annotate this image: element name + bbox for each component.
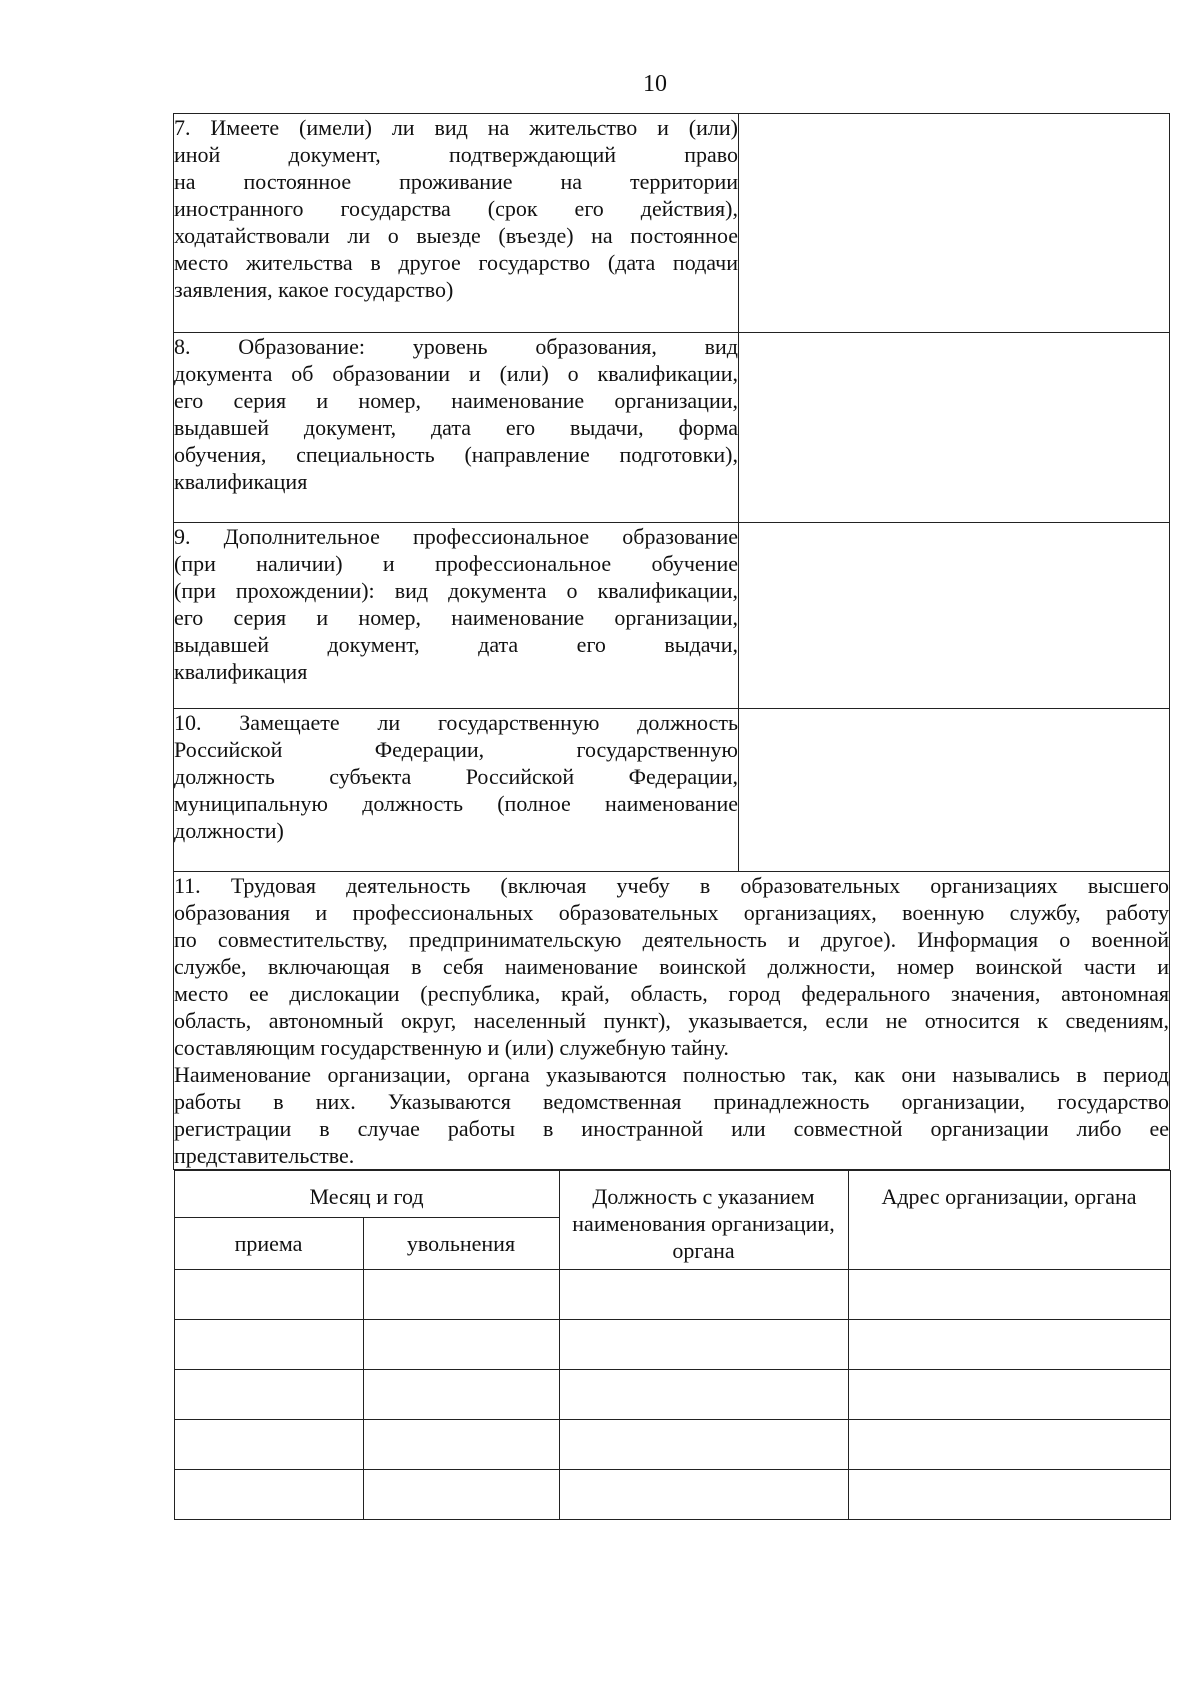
employment-table-row xyxy=(174,1170,1170,1521)
table-row xyxy=(174,1470,1170,1520)
cell-dismissal[interactable] xyxy=(363,1470,559,1520)
cell-dismissal[interactable] xyxy=(363,1420,559,1470)
cell-hire[interactable] xyxy=(174,1370,363,1420)
question-9-answer[interactable] xyxy=(739,523,1170,709)
question-row-10 xyxy=(174,709,1170,872)
cell-hire[interactable] xyxy=(174,1270,363,1320)
header-dismissal: увольнения xyxy=(363,1218,559,1270)
table-row xyxy=(174,1270,1170,1320)
cell-hire[interactable] xyxy=(174,1420,363,1470)
cell-position[interactable] xyxy=(559,1320,848,1370)
cell-dismissal[interactable] xyxy=(363,1320,559,1370)
question-9-text: 9. Дополнительное профессиональное образование (при наличии) и профессиональное обучение (при прохождении): вид документа о квалификации, его серия и номер, наименование организации, выдавшей документ, дата его выдачи, квалификация xyxy=(174,523,739,709)
cell-position[interactable] xyxy=(559,1420,848,1470)
employment-table xyxy=(174,1170,1171,1520)
cell-dismissal[interactable] xyxy=(363,1370,559,1420)
employment-table-header xyxy=(174,1171,1170,1218)
page-number: 10 xyxy=(643,71,667,97)
cell-address[interactable] xyxy=(848,1370,1170,1420)
cell-hire[interactable] xyxy=(174,1320,363,1370)
question-10-answer[interactable] xyxy=(739,709,1170,872)
cell-address[interactable] xyxy=(848,1420,1170,1470)
cell-position[interactable] xyxy=(559,1370,848,1420)
cell-position[interactable] xyxy=(559,1270,848,1320)
question-row-9 xyxy=(174,523,1170,709)
cell-position[interactable] xyxy=(559,1470,848,1520)
section-11-text: 11. Трудовая деятельность (включая учебу в образовательных организациях высшего образования и профессиональных образовательных организациях, военную службу, работу по совместительству, предпринимательскую деятельность и другое). Информация о военной службе, включающая в себя наименование воинской должности, номер воинской части и место ее дислокации (республика, край, область, город федерального значения, автономная область, автономный округ, населенный пункт), указывается, если не относится к сведениям, составляющим государственную и (или) служебную тайну. Наименование организации, органа указываются полностью так, как они назывались в период работы в них. Указываются ведомственная принадлежность организации, государство регистрации в случае работы в иностранной или совместной организации либо ее представительстве. xyxy=(174,873,1169,1168)
table-row xyxy=(174,1370,1170,1420)
question-row-8 xyxy=(174,333,1170,523)
question-7-answer[interactable] xyxy=(739,114,1170,333)
header-address: Адрес организации, органа xyxy=(848,1171,1170,1270)
cell-dismissal[interactable] xyxy=(363,1270,559,1320)
question-7-text: 7. Имеете (имели) ли вид на жительство и (или) иной документ, подтверждающий право на постоянное проживание на территории иностранного государства (срок его действия), ходатайствовали ли о выезде (въезде) на постоянное место жительства в другое государство (дата подачи заявления, какое государство) xyxy=(174,114,739,333)
question-8-text: 8. Образование: уровень образования, вид документа об образовании и (или) о квалификации, его серия и номер, наименование организации, выдавшей документ, дата его выдачи, форма обучения, специальность (направление подготовки), квалификация xyxy=(174,333,739,523)
cell-address[interactable] xyxy=(848,1470,1170,1520)
table-row xyxy=(174,1420,1170,1470)
section-11-row xyxy=(174,872,1170,1170)
header-hire: приема xyxy=(174,1218,363,1270)
questionnaire-form xyxy=(173,113,1170,1520)
cell-hire[interactable] xyxy=(174,1470,363,1520)
cell-address[interactable] xyxy=(848,1270,1170,1320)
question-row-7 xyxy=(174,114,1170,333)
cell-address[interactable] xyxy=(848,1320,1170,1370)
table-row xyxy=(174,1320,1170,1370)
question-10-text: 10. Замещаете ли государственную должность Российской Федерации, государственную должность субъекта Российской Федерации, муниципальную должность (полное наименование должности) xyxy=(174,709,739,872)
header-position: Должность с указанием наименования организации, органа xyxy=(559,1171,848,1270)
header-month-year: Месяц и год xyxy=(174,1171,559,1218)
question-8-answer[interactable] xyxy=(739,333,1170,523)
